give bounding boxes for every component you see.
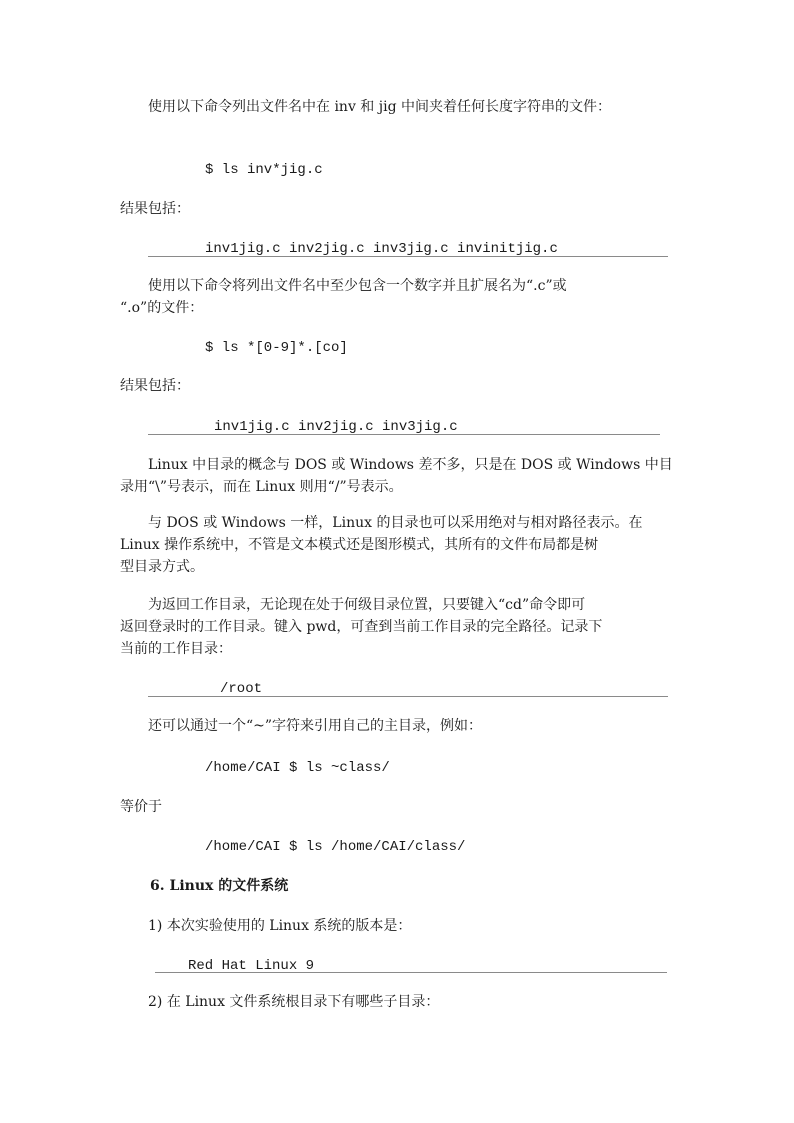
question-linux-version: 1) 本次实验使用的 Linux 系统的版本是： [148,918,412,934]
answer-linux-version: Red Hat Linux 9 [188,958,315,974]
paragraph-tilde-home: 还可以通过一个“~”字符来引用自己的主目录，例如： [148,718,483,734]
paragraph-cd-pwd-cont: 返回登录时的工作目录。键入 pwd，可查到当前工作目录的完全路径。记录下 [120,619,603,635]
paragraph-cd-pwd: 为返回工作目录，无论现在处于何级目录位置，只要键入“cd”命令即可 [148,597,586,613]
paragraph-inv-jig: 使用以下命令列出文件名中在 inv 和 jig 中间夹着任何长度字符串的文件： [148,99,611,115]
paragraph-cd-pwd-cont: 当前的工作目录： [120,641,232,657]
command-ls-digit: $ ls *[0-9]*.[co] [205,340,348,356]
answer-underline [148,434,660,435]
answer-digit-ext: inv1jig.c inv2jig.c inv3jig.c [214,419,458,435]
answer-underline [155,972,667,973]
paragraph-paths-cont: 型目录方式。 [120,559,204,575]
result-label: 结果包括： [120,378,190,394]
command-ls-absolute: /home/CAI $ ls /home/CAI/class/ [205,839,466,855]
paragraph-paths-cont: Linux 操作系统中，不管是文本模式还是图形模式，其所有的文件布局都是树 [120,537,599,553]
answer-inv-jig: inv1jig.c inv2jig.c inv3jig.c invinitjig.c [205,241,558,257]
result-label: 结果包括： [120,201,190,217]
question-root-subdirectories: 2) 在 Linux 文件系统根目录下有哪些子目录： [148,994,440,1010]
command-ls-inv-jig: $ ls inv*jig.c [205,162,323,178]
section-heading: 6. Linux 的文件系统 [150,878,289,894]
paragraph-directory-concept-cont: 录用“\”号表示，而在 Linux 则用“/”号表示。 [120,479,403,495]
paragraph-directory-concept: Linux 中目录的概念与 DOS 或 Windows 差不多，只是在 DOS 或 Windows 中目 [148,457,673,473]
answer-underline [148,256,668,257]
paragraph-paths: 与 DOS 或 Windows 一样，Linux 的目录也可以采用绝对与相对路径表示。在 [148,515,643,531]
answer-underline [148,696,668,697]
paragraph-digit-ext: 使用以下命令将列出文件名中至少包含一个数字并且扩展名为“.c”或 [148,278,567,294]
paragraph-digit-ext-cont: “.o”的文件： [120,300,204,316]
answer-working-directory: /root [220,681,263,697]
equivalent-label: 等价于 [120,799,162,815]
command-ls-tilde: /home/CAI $ ls ~class/ [205,760,390,776]
